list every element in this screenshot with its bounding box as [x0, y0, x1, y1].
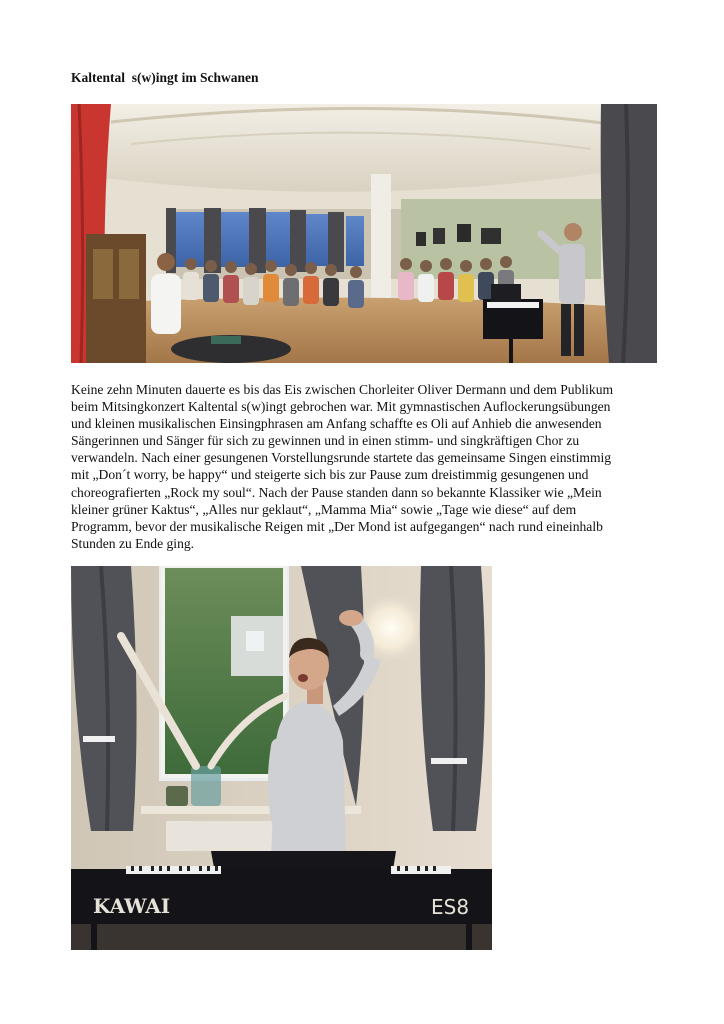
article-paragraph	[71, 381, 661, 552]
article-title: Kaltental s(w)ingt im Schwanen	[71, 70, 259, 85]
paragraph-line: choreografierten „Rock my soul“. Nach der Pause standen dann so bekannte Klassiker wie „Mein	[71, 484, 602, 500]
paragraph-line: Keine zehn Minuten dauerte es bis das Eis zwischen Chorleiter Oliver Dermann und dem Publikum	[71, 382, 614, 397]
keyboard-model-label: ES8	[431, 895, 470, 919]
paragraph-line: Sängerinnen und Sänger für sich zu gewinnen und in einen stimm- und singkräftigen Chor zu	[71, 433, 580, 449]
paragraph-line: Stunden zu Ende ging.	[71, 535, 195, 551]
paragraph-line: Programm, bevor der musikalische Reigen mit „Der Mond ist aufgegangen“ nach rund eineinhalb	[71, 518, 603, 534]
keyboard-brand-label: KAWAI	[93, 894, 171, 918]
choir-hall-photo	[71, 104, 657, 363]
paragraph-line: verwandeln. Nach einer gesungenen Vorstellungsrunde startete das gemeinsame Singen einstimmig	[71, 450, 612, 466]
paragraph-line: und kleinen musikalischen Einsingphrasen am Anfang schaffte es Oli auf Anhieb die anwesenden	[71, 416, 602, 432]
paragraph-line: kleiner grüner Kaktus“, „Alles nur geklaut“, „Mamma Mia“ sowie „Tage wie diese“ auf dem	[71, 501, 577, 517]
paragraph-line: mit „Don´t worry, be happy“ und steigerte sich bis zur Pause zum dreistimmig gesungenen und	[71, 467, 589, 483]
paragraph-line: beim Mitsingkonzert Kaltental s(w)ingt gebrochen war. Mit gymnastischen Auflockerungsübungen	[71, 399, 611, 415]
conductor-keyboard-photo	[71, 566, 492, 950]
